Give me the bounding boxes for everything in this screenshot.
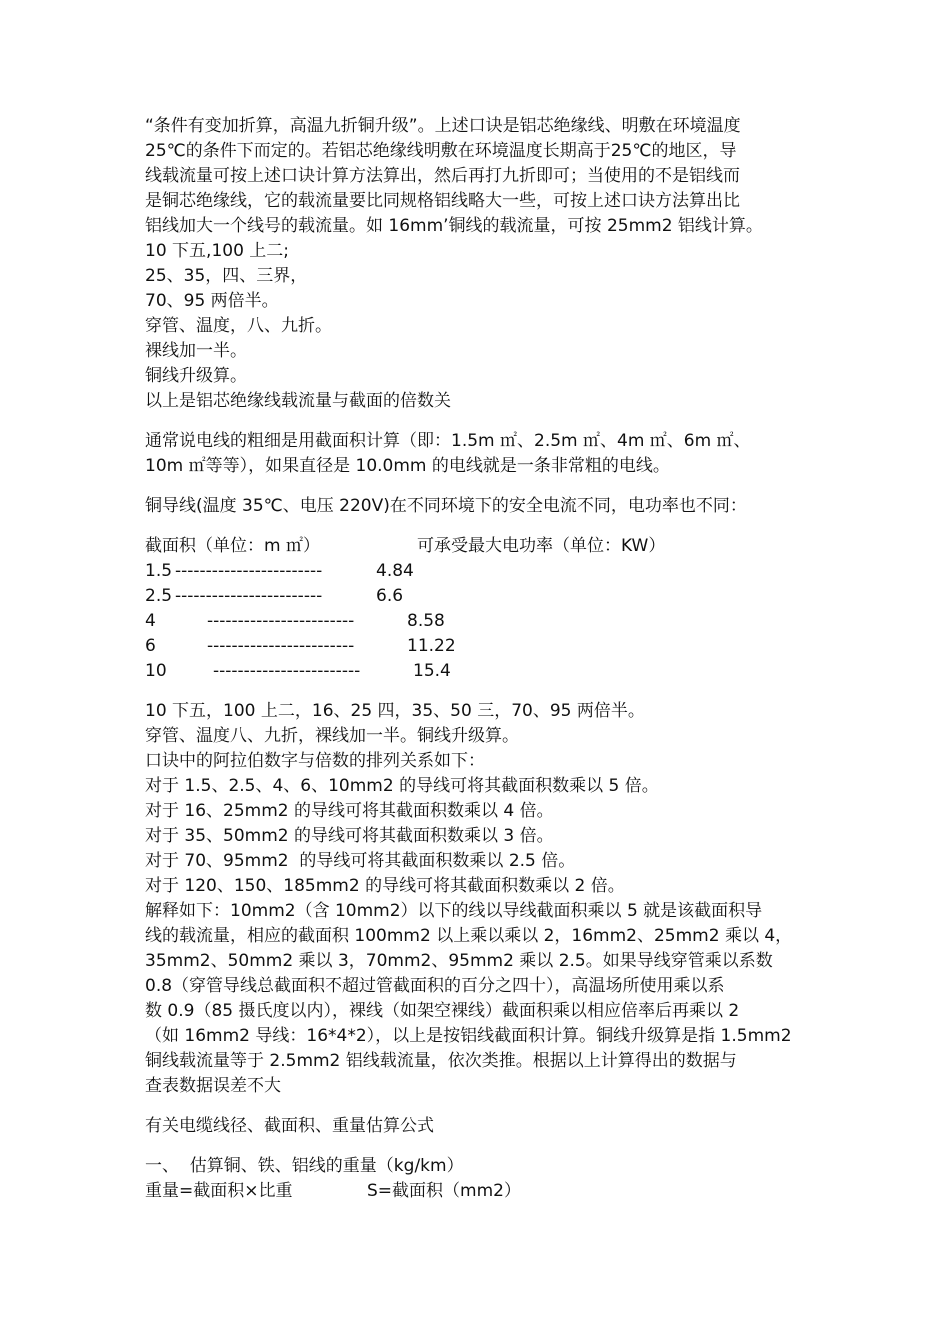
text-line: 对于 16、25mm2 的导线可将其截面积数乘以 4 倍。 [145,801,554,821]
subsection-heading: 一、 估算铜、铁、铝线的重量（kg/km） [145,1156,464,1176]
cell-size: 1.5 [145,561,173,581]
cell-size: 10 [145,661,167,681]
paragraph-conditions [145,114,815,414]
table-row [145,634,815,659]
formula-weight: 重量=截面积×比重 [145,1181,293,1201]
spacer [145,1099,815,1114]
formula-line [145,1179,815,1204]
paragraph-mnemonic-explanation [145,699,815,1099]
cell-power: 15.4 [413,661,451,681]
cell-dashes: ------------------------ [213,661,361,681]
table-header [145,534,815,559]
text-line: 口诀中的阿拉伯数字与倍数的排列关系如下： [145,751,485,771]
cell-power: 8.58 [407,611,445,631]
text-line: 35mm2、50mm2 乘以 3，70mm2、95mm2 乘以 2.5。如果导线穿管乘以系数 [145,951,773,971]
table-row [145,559,815,584]
text-line: 以上是铝芯绝缘线载流量与截面的倍数关 [145,391,451,411]
cell-dashes: ------------------------ [175,561,323,581]
paragraph-weight-estimate [145,1154,815,1204]
cell-size: 2.5 [145,586,173,606]
table-row [145,659,815,684]
text-line: 铜导线(温度 35℃、电压 220V)在不同环境下的安全电流不同，电功率也不同： [145,496,747,516]
table-row [145,584,815,609]
cell-size: 6 [145,636,156,656]
text-line: 70、95 两倍半。 [145,291,279,311]
spacer [145,479,815,494]
header-cross-section: 截面积（单位：m ㎡） [145,536,320,556]
text-line: “条件有变加折算，高温九折铜升级”。上述口诀是铝芯绝缘线、明敷在环境温度 [145,116,741,136]
cell-size: 4 [145,611,156,631]
text-line: 对于 120、150、185mm2 的导线可将其截面积数乘以 2 倍。 [145,876,625,896]
cell-dashes: ------------------------ [207,611,355,631]
paragraph-section-title [145,1114,815,1139]
text-line: 穿管、温度八、九折，裸线加一半。铜线升级算。 [145,726,519,746]
text-line: 线载流量可按上述口诀计算方法算出，然后再打九折即可；当使用的不是铝线而 [145,166,740,186]
text-line: 铝线加大一个线号的载流量。如 16mm’铜线的载流量，可按 25mm2 铝线计算。 [145,216,763,236]
text-line: 穿管、温度，八、九折。 [145,316,332,336]
paragraph-wire-size [145,429,815,479]
section-heading: 有关电缆线径、截面积、重量估算公式 [145,1116,434,1136]
text-line: 10m ㎡等等），如果直径是 10.0mm 的电线就是一条非常粗的电线。 [145,456,670,476]
spacer [145,684,815,699]
text-line: 是铜芯绝缘线，它的载流量要比同规格铝线略大一些，可按上述口诀方法算出比 [145,191,740,211]
text-line: 0.8（穿管导线总截面积不超过管截面积的百分之四十），高温场所使用乘以系 [145,976,725,996]
spacer [145,414,815,429]
cell-dashes: ------------------------ [207,636,355,656]
power-table [145,534,815,684]
text-line: 查表数据误差不大 [145,1076,281,1096]
text-line: 数 0.9（85 摄氏度以内），裸线（如架空裸线）截面积乘以相应倍率后再乘以 2 [145,1001,740,1021]
cell-power: 6.6 [376,586,404,606]
formula-s-definition: S=截面积（mm2） [367,1181,521,1201]
spacer [145,519,815,534]
text-line: 铜线升级算。 [145,366,247,386]
spacer [145,1139,815,1154]
text-line: 裸线加一半。 [145,341,247,361]
text-line: 25、35，四、三界， [145,266,308,286]
text-line: 25℃的条件下而定的。若铝芯绝缘线明敷在环境温度长期高于25℃的地区，导 [145,141,737,161]
cell-power: 11.22 [407,636,456,656]
text-line: 10 下五，100 上二，16、25 四，35、50 三，70、95 两倍半。 [145,701,645,721]
text-line: 解释如下：10mm2（含 10mm2）以下的线以导线截面积乘以 5 就是该截面积导 [145,901,763,921]
text-line: 线的载流量，相应的截面积 100mm2 以上乘以乘以 2，16mm2、25mm2 乘以 4， [145,926,793,946]
header-max-power: 可承受最大电功率（单位：KW） [417,536,666,556]
text-line: 铜线载流量等于 2.5mm2 铝线载流量，依次类推。根据以上计算得出的数据与 [145,1051,737,1071]
text-line: （如 16mm2 导线：16*4*2），以上是按铝线截面积计算。铜线升级算是指 1.5mm2 [145,1026,792,1046]
paragraph-copper-wire [145,494,815,519]
document-page [145,114,815,1204]
table-row [145,609,815,634]
text-line: 10 下五,100 上二; [145,241,290,261]
text-line: 对于 70、95mm2 的导线可将其截面积数乘以 2.5 倍。 [145,851,576,871]
text-line: 对于 1.5、2.5、4、6、10mm2 的导线可将其截面积数乘以 5 倍。 [145,776,659,796]
text-line: 对于 35、50mm2 的导线可将其截面积数乘以 3 倍。 [145,826,554,846]
cell-power: 4.84 [376,561,414,581]
text-line: 通常说电线的粗细是用截面积计算（即：1.5m ㎡、2.5m ㎡、4m ㎡、6m ㎡、 [145,431,751,451]
cell-dashes: ------------------------ [175,586,323,606]
